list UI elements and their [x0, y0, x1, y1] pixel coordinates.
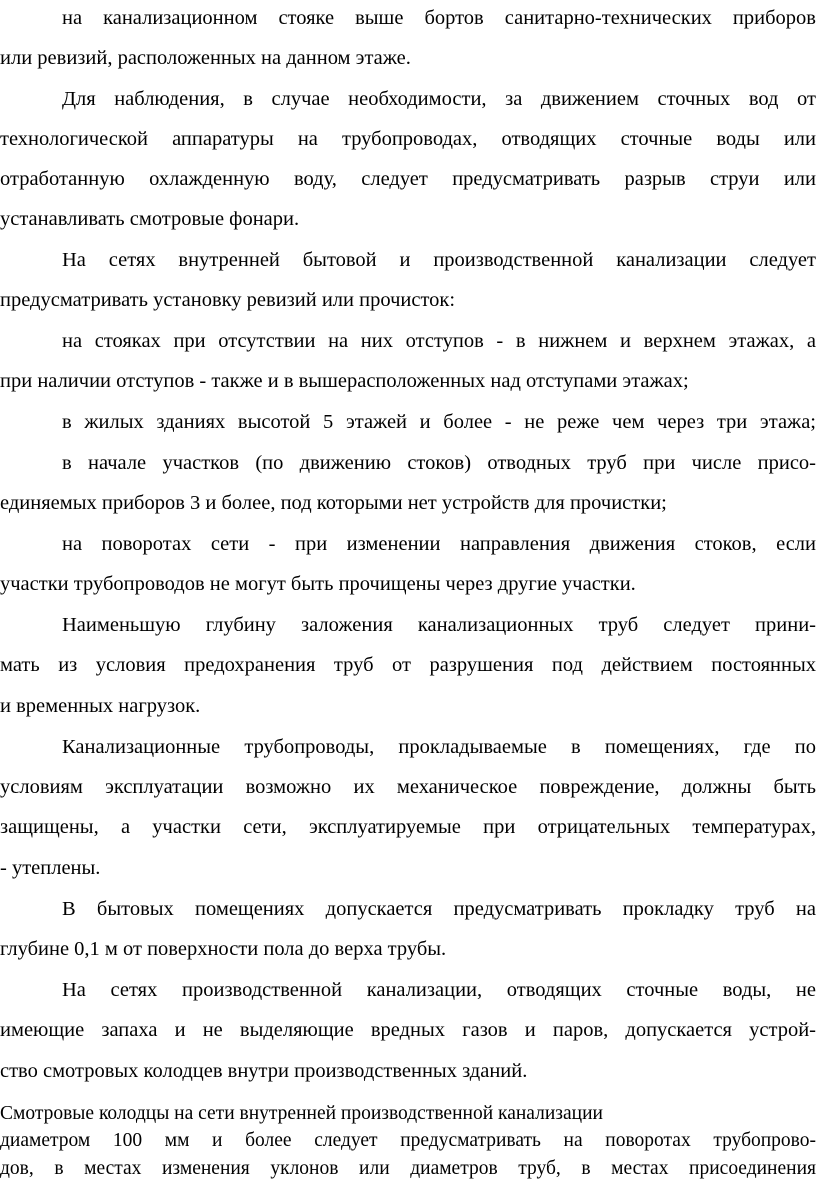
text-line: Смотровые колодцы на сети внутренней производственной канализации — [0, 1103, 603, 1124]
text-line: устанавливать смотровые фонари. — [0, 208, 300, 230]
text-line: Для наблюдения, в случае необходимости, за движением сточных вод от — [62, 88, 816, 110]
text-line: На сетях внутренней бытовой и производственной канализации следует — [62, 249, 816, 271]
text-line: единяемых приборов 3 и более, под которыми нет устройств для прочистки; — [0, 492, 667, 514]
text-line: в жилых зданиях высотой 5 этажей и более - не реже чем через три этажа; — [62, 411, 816, 433]
text-line: при наличии отступов - также и в вышерасположенных над отступами этажах; — [0, 370, 689, 392]
text-line: участки трубопроводов не могут быть прочищены через другие участки. — [0, 573, 636, 595]
text-line: защищены, а участки сети, эксплуатируемые при отрицательных температурах, — [0, 816, 816, 838]
text-line: на поворотах сети - при изменении направления движения стоков, если — [62, 533, 816, 555]
text-line: На сетях производственной канализации, отводящих сточные воды, не — [62, 979, 816, 1001]
text-line: технологической аппаратуры на трубопроводах, отводящих сточные воды или — [0, 128, 816, 150]
text-line: на канализационном стояке выше бортов санитарно-технических приборов — [62, 7, 816, 29]
text-line: или ревизий, расположенных на данном этаже. — [0, 47, 411, 69]
text-line: Канализационные трубопроводы, прокладываемые в помещениях, где по — [62, 736, 816, 758]
text-line: - утеплены. — [0, 857, 101, 879]
text-line: в начале участков (по движению стоков) отводных труб при числе присо- — [62, 452, 816, 474]
text-line: отработанную охлажденную воду, следует предусматривать разрыв струи или — [0, 168, 816, 190]
text-line: имеющие запаха и не выделяющие вредных газов и паров, допускается устрой- — [0, 1019, 816, 1041]
text-line: дов, в местах изменения уклонов или диаметров труб, в местах присоединения — [0, 1158, 816, 1179]
text-line: ство смотровых колодцев внутри производственных зданий. — [0, 1060, 528, 1082]
text-line: предусматривать установку ревизий или прочисток: — [0, 289, 456, 311]
text-line: на стояках при отсутствии на них отступов - в нижнем и верхнем этажах, а — [62, 330, 816, 352]
text-line: и временных нагрузок. — [0, 695, 201, 717]
text-line: мать из условия предохранения труб от разрушения под действием постоянных — [0, 654, 816, 676]
text-line: диаметром 100 мм и более следует предусматривать на поворотах трубопрово- — [0, 1130, 816, 1151]
text-line: условиям эксплуатации возможно их механическое повреждение, должны быть — [0, 776, 816, 798]
text-line: глубине 0,1 м от поверхности пола до верха трубы. — [0, 938, 447, 960]
text-line: В бытовых помещениях допускается предусматривать прокладку труб на — [62, 898, 816, 920]
text-line: Наименьшую глубину заложения канализационных труб следует прини- — [62, 614, 816, 636]
